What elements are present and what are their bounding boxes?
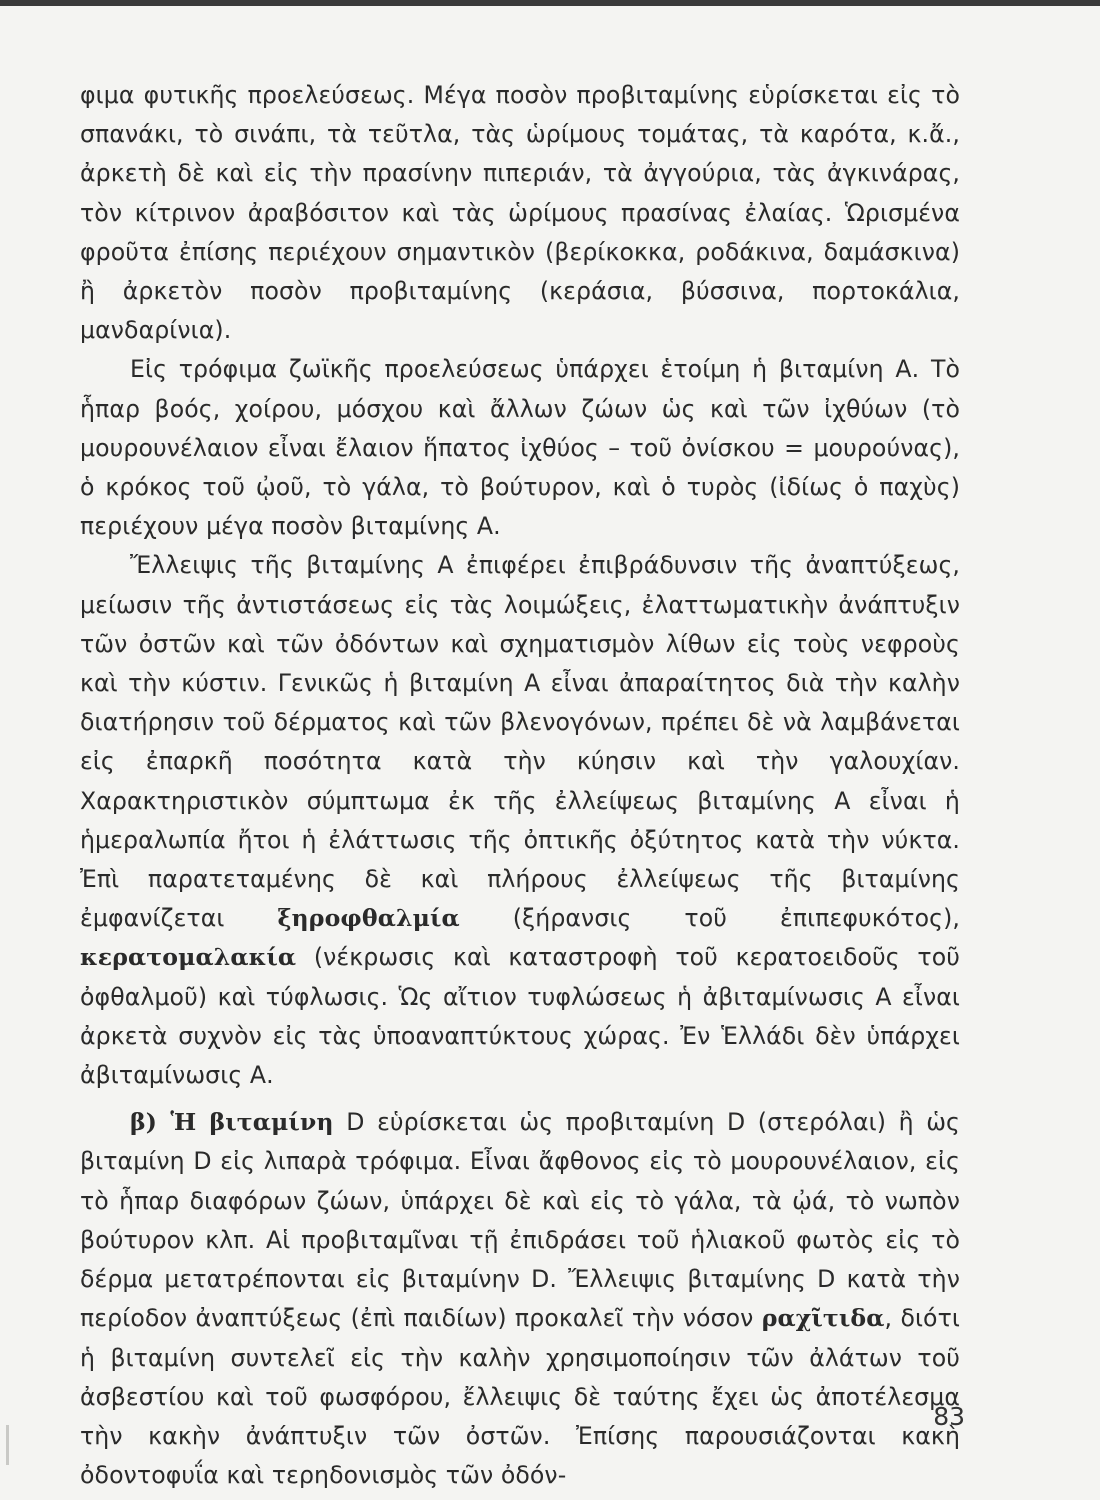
scan-edge-mark [6,1425,9,1465]
text-segment: D εὑρίσκεται ὡς προβιταμίνη D (στερόλαι) ἢ ὡς βιταμίνη D εἰς λιπαρὰ τρόφιμα. Εἶναι ἄφθονος εἰς τὸ μουρουνέλαιον, εἰς τὸ ἧπαρ διαφόρων ζώων, ὑπάρχει δὲ καὶ εἰς τὸ γάλα, τὰ ᾠά, τὸ νωπὸν βούτυρον κλπ. Αἱ προβιταμῖναι τῇ ἐπιδράσει τοῦ ἡλιακοῦ φωτὸς εἰς τὸ δέρμα μετατρέπονται εἰς βιταμίνην D. Ἔλλειψις βιταμίνης D κατὰ τὴν περίοδον ἀναπτύξεως (ἐπὶ παιδίων) προκαλεῖ τὴν νόσον [80,1108,961,1333]
paragraph-vitamin-d [80,1103,960,1495]
section-heading-vitamin-d: β) Ἡ βιταμίνη [130,1108,334,1137]
paragraph-animal-sources [80,350,960,546]
page-body [80,76,960,1495]
text-segment: φιμα φυτικῆς προελεύσεως. Μέγα ποσὸν προβιταμίνης εὑρίσκεται εἰς τὸ σπανάκι, τὸ σινάπι, τὰ τεῦτλα, τὰς ὡρίμους τομάτας, τὰ καρότα, κ.ἄ., ἀρκετὴ δὲ καὶ εἰς τὴν πρασίνην πιπεριάν, τὰ ἀγγούρια, τὰς ἀγκινάρας, τὸν κίτρινον ἀραβόσιτον καὶ τὰς ὡρίμους πρασίνας ἐλαίας. Ὡρισμένα φροῦτα ἐπίσης περιέχουν σημαντικὸν (βερίκοκκα, ροδάκινα, δαμάσκινα) ἢ ἀρκετὸν ποσὸν προβιταμίνης (κεράσια, βύσσινα, πορτοκάλια, μανδαρίνια). [80,81,960,345]
text-segment: Ἔλλειψις τῆς βιταμίνης Α ἐπιφέρει ἐπιβράδυνσιν τῆς ἀναπτύξεως, μείωσιν τῆς ἀντιστάσεως εἰς τὰς λοιμώξεις, ἐλαττωματικὴν ἀνάπτυξιν τῶν ὀστῶν καὶ τῶν ὀδόντων καὶ σχηματισμὸν λίθων εἰς τοὺς νεφροὺς καὶ τὴν κύστιν. Γενικῶς ἡ βιταμίνη Α εἶναι ἀπαραίτητος διὰ τὴν καλὴν διατήρησιν τοῦ δέρματος καὶ τῶν βλενογόνων, πρέπει δὲ νὰ λαμβάνεται εἰς ἐπαρκῆ ποσότητα κατὰ τὴν κύησιν καὶ τὴν γαλουχίαν. Χαρακτηριστικὸν σύμπτωμα ἐκ τῆς ἐλλείψεως βιταμίνης Α εἶναι ἡ ἡμεραλωπία ἤτοι ἡ ἐλάττωσις τῆς ὀπτικῆς ὀξύτητος κατὰ τὴν νύκτα. Ἐπὶ παρατεταμένης δὲ καὶ πλήρους ἐλλείψεως τῆς βιταμίνης ἐμφανίζεται [80,551,960,933]
text-segment: Εἰς τρόφιμα ζωϊκῆς προελεύσεως ὑπάρχει ἑτοίμη ἡ βιταμίνη Α. Τὸ ἧπαρ βοός, χοίρου, μόσχου καὶ ἄλλων ζώων ὡς καὶ τῶν ἰχθύων (τὸ μουρουνέλαιον εἶναι ἔλαιον ἥπατος ἰχθύος – τοῦ ὀνίσκου = μουρούνας), ὁ κρόκος τοῦ ᾠοῦ, τὸ γάλα, τὸ βούτυρον, καὶ ὁ τυρὸς (ἰδίως ὁ παχὺς) περιέχουν μέγα ποσὸν βιταμίνης Α. [80,355,960,541]
page-number: 83 [933,1402,965,1431]
scan-top-edge [0,0,1100,6]
paragraph-plant-sources [80,76,960,350]
text-segment: (ξήρανσις τοῦ ἐπιπεφυκότος), [459,904,960,933]
paragraph-vitamin-a-deficiency [80,546,960,1095]
term-xerophthalmia: ξηροφθαλμία [277,904,460,933]
text-segment: (νέκρωσις καὶ καταστροφὴ τοῦ κερατοειδοῦς τοῦ ὀφθαλμοῦ) καὶ τύφλωσις. Ὡς αἴτιον τυφλώσεως ἡ ἀβιταμίνωσις Α εἶναι ἀρκετὰ συχνὸν εἰς τὰς ὑποαναπτύκτους χώρας. Ἐν Ἑλλάδι δὲν ὑπάρχει ἀβιταμίνωσις Α. [80,943,960,1090]
term-keratomalacia: κερατομαλακία [80,943,297,972]
term-rickets: ραχῖτιδα [761,1304,885,1333]
text-segment: , διότι ἡ βιταμίνη συντελεῖ εἰς τὴν καλὴν χρησιμοποίησιν τῶν ἀλάτων τοῦ ἀσβεστίου καὶ τοῦ φωσφόρου, ἔλλειψις δὲ ταύτης ἔχει ὡς ἀποτέλεσμα τὴν κακὴν ἀνάπτυξιν τῶν ὀστῶν. Ἐπίσης παρουσιάζονται κακὴ ὀδοντοφυΐα καὶ τερηδονισμὸς τῶν ὀδόν- [80,1304,960,1490]
